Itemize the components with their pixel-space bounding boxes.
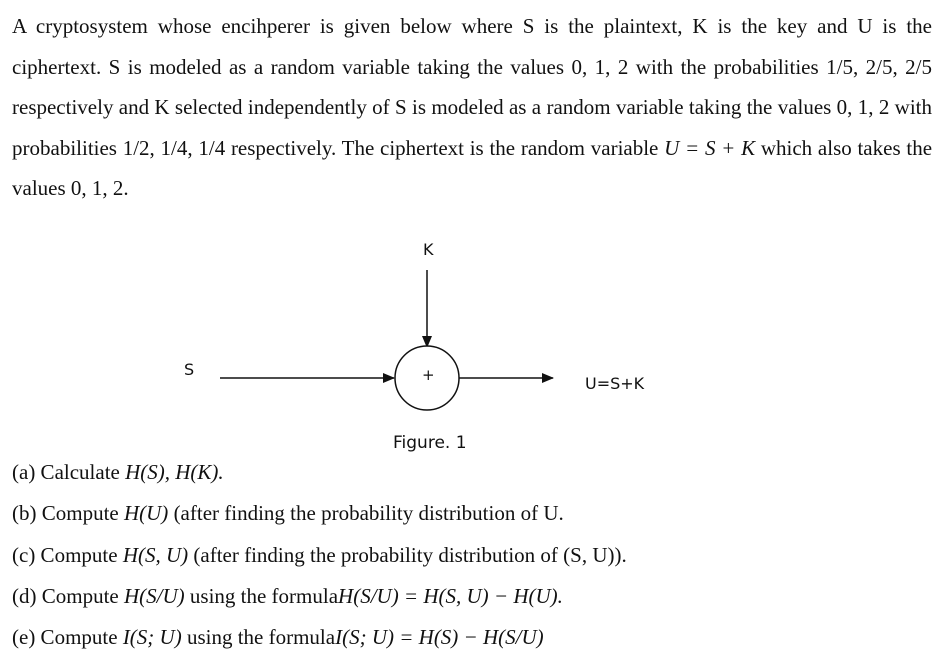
question-label: (a) Calculate bbox=[12, 460, 126, 484]
problem-text: A cryptosystem whose encihperer is given below where S is the plaintext, K is the key and U is the ciphertext. S is modeled as a random variable taking the values 0, 1, 2 with the probabilities 1/5, 2/5, 2/5 respectively and K selected independently of S is modeled as a random variable taking the values 0, 1, 2 with probabilities 1/2, 1/4, 1/4 respectively. The ciphertext is the random variable bbox=[12, 14, 932, 160]
question-label: (b) Compute bbox=[12, 501, 124, 526]
question-a bbox=[12, 452, 932, 493]
adder-plus-symbol: + bbox=[422, 366, 435, 384]
key-label: K bbox=[423, 240, 434, 259]
problem-text-end: which also takes the values 0, 1, 2. bbox=[12, 135, 933, 200]
question-b bbox=[12, 493, 932, 534]
question-text: using the formula bbox=[184, 583, 339, 608]
question-math: H(U) bbox=[123, 501, 169, 526]
question-math: H(S), H(K). bbox=[125, 460, 224, 484]
encipherer-diagram bbox=[0, 232, 944, 462]
question-text: (after finding the probability distribution of (S, U)). bbox=[188, 542, 627, 567]
problem-statement bbox=[12, 6, 932, 209]
question-math: H(S/U) bbox=[123, 583, 185, 608]
question-formula: H(S/U) = H(S, U) − H(U). bbox=[338, 583, 563, 608]
question-e bbox=[12, 617, 932, 658]
question-text: using the formula bbox=[181, 625, 336, 650]
question-math: I(S; U) bbox=[122, 625, 182, 650]
question-math: H(S, U) bbox=[122, 542, 189, 567]
figure-caption: Figure. 1 bbox=[393, 433, 467, 453]
output-label: U=S+K bbox=[585, 374, 645, 393]
diagram-drawing bbox=[0, 232, 944, 462]
question-text: (after finding the probability distribution of U. bbox=[168, 501, 564, 526]
question-label: (e) Compute bbox=[12, 625, 123, 650]
question-formula: I(S; U) = H(S) − H(S/U) bbox=[335, 625, 544, 650]
question-label: (d) Compute bbox=[12, 583, 124, 608]
question-label: (c) Compute bbox=[12, 542, 123, 567]
question-c bbox=[12, 535, 932, 576]
question-list bbox=[12, 452, 932, 658]
plaintext-label: S bbox=[184, 360, 195, 379]
cipher-equation: U = S + K bbox=[664, 135, 756, 160]
question-d bbox=[12, 576, 932, 617]
